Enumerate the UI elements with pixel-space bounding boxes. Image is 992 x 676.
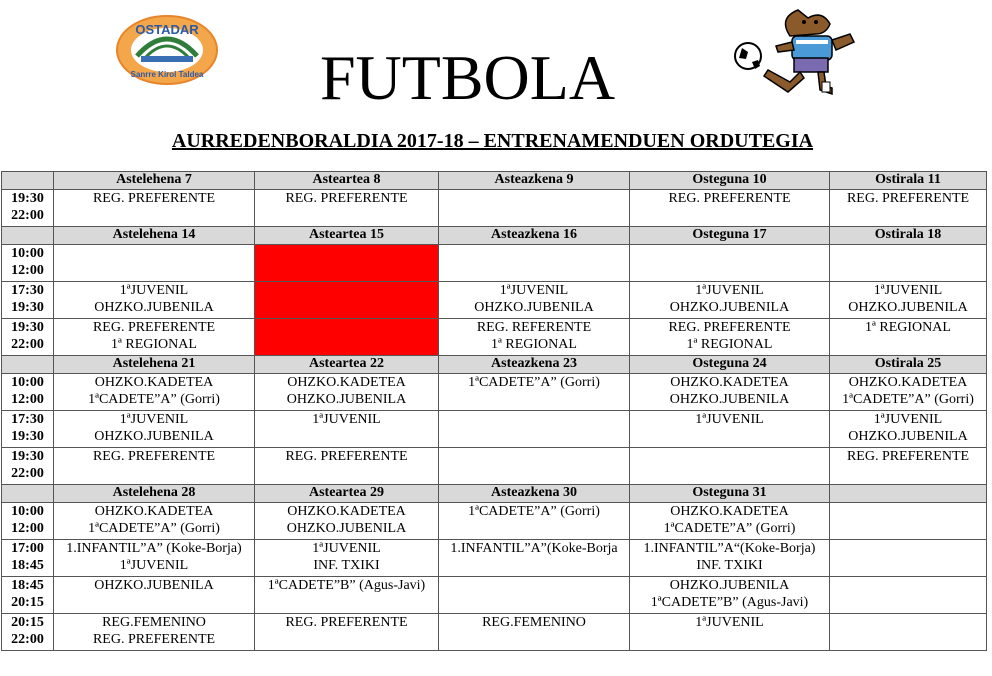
team-entry: OHZKO.KADETEA — [94, 504, 214, 519]
schedule-cell — [630, 282, 830, 319]
time-start: 17:30 — [11, 283, 44, 298]
team-entry: 1ªCADETE”B” (Agus-Javi) — [267, 578, 426, 593]
team-entry: 1ªJUVENIL — [119, 283, 189, 298]
day-header: Asteartea 15 — [255, 227, 439, 245]
table-row — [2, 540, 987, 577]
time-start: 19:30 — [11, 191, 44, 206]
schedule-cell — [830, 503, 987, 540]
svg-text:OSTADAR: OSTADAR — [135, 22, 199, 37]
team-entry: 1.INFANTIL”A“(Koke-Borja) — [643, 541, 816, 556]
schedule-cell — [830, 540, 987, 577]
team-entry: 1ªJUVENIL — [695, 412, 764, 427]
schedule-cell — [54, 245, 255, 282]
time-start: 19:30 — [11, 320, 44, 335]
day-header: Ostirala 25 — [830, 356, 987, 374]
time-slot-cell — [2, 319, 54, 356]
page-title: FUTBOLA — [319, 42, 616, 113]
day-header: Asteartea 8 — [255, 172, 439, 190]
time-end: 22:00 — [11, 466, 44, 481]
team-entry: OHZKO.JUBENILA — [848, 300, 968, 315]
team-entry: 1ªJUVENIL — [119, 412, 189, 427]
day-header: Astelehena 14 — [54, 227, 255, 245]
day-header: Osteguna 10 — [630, 172, 830, 190]
time-start: 20:15 — [11, 615, 44, 630]
table-row — [2, 374, 987, 411]
team-entry: OHZKO.KADETEA — [94, 375, 214, 390]
schedule-cell — [255, 190, 439, 227]
team-entry: OHZKO.KADETEA — [670, 375, 789, 390]
schedule-cell — [439, 190, 630, 227]
time-slot-cell — [2, 614, 54, 651]
time-end: 22:00 — [11, 337, 44, 352]
schedule-cell — [54, 503, 255, 540]
team-entry: 1.INFANTIL”A”(Koke-Borja — [450, 541, 618, 556]
team-entry: OHZKO.KADETEA — [848, 375, 968, 390]
team-entry: REG. PREFERENTE — [92, 449, 216, 464]
schedule-cell — [630, 614, 830, 651]
schedule-cell — [630, 411, 830, 448]
day-header: Asteazkena 9 — [439, 172, 630, 190]
schedule-cell — [830, 448, 987, 485]
team-entry: REG. PREFERENTE — [92, 320, 216, 335]
week-header-row — [2, 485, 987, 503]
team-entry: 1ªJUVENIL — [873, 283, 943, 298]
team-entry: OHZKO.JUBENILA — [94, 578, 214, 593]
table-row — [2, 503, 987, 540]
schedule-cell — [255, 540, 439, 577]
time-start: 18:45 — [11, 578, 44, 593]
time-end: 12:00 — [11, 263, 44, 278]
day-header — [830, 485, 987, 503]
schedule-cell — [830, 577, 987, 614]
header-corner-cell — [2, 227, 54, 245]
schedule-cell — [54, 282, 255, 319]
blocked-cell — [255, 319, 439, 356]
team-entry: REG. PREFERENTE — [285, 615, 408, 630]
schedule-cell — [255, 411, 439, 448]
team-entry: REG. REFERENTE — [476, 320, 592, 335]
schedule-cell — [54, 614, 255, 651]
schedule-cell — [439, 503, 630, 540]
week-header-row — [2, 356, 987, 374]
schedule-cell — [255, 614, 439, 651]
team-entry: OHZKO.JUBENILA — [848, 429, 968, 444]
day-header: Astelehena 28 — [54, 485, 255, 503]
schedule-cell — [439, 614, 630, 651]
team-entry: 1ªJUVENIL — [119, 558, 189, 573]
team-entry: 1ªCADETE”B” (Agus-Javi) — [650, 595, 809, 610]
schedule-cell — [54, 577, 255, 614]
table-row — [2, 448, 987, 485]
team-entry: REG. PREFERENTE — [846, 449, 970, 464]
week-header-row — [2, 227, 987, 245]
team-entry: 1ª REGIONAL — [686, 337, 773, 352]
schedule-cell — [439, 448, 630, 485]
time-end: 12:00 — [11, 392, 44, 407]
schedule-cell — [830, 411, 987, 448]
svg-text:Sanrre Kirol Taldea: Sanrre Kirol Taldea — [130, 70, 204, 79]
team-entry: REG. PREFERENTE — [285, 449, 408, 464]
schedule-cell — [255, 374, 439, 411]
schedule-cell — [255, 577, 439, 614]
day-header: Asteartea 22 — [255, 356, 439, 374]
time-end: 18:45 — [11, 558, 44, 573]
table-row — [2, 577, 987, 614]
day-header: Astelehena 21 — [54, 356, 255, 374]
time-end: 12:00 — [11, 521, 44, 536]
team-entry: OHZKO.JUBENILA — [286, 392, 407, 407]
team-entry: OHZKO.JUBENILA — [94, 429, 214, 444]
schedule-cell — [54, 190, 255, 227]
blocked-cell — [255, 245, 439, 282]
team-entry: REG. PREFERENTE — [846, 191, 970, 206]
time-slot-cell — [2, 374, 54, 411]
header-corner-cell — [2, 485, 54, 503]
schedule-cell — [830, 282, 987, 319]
table-row — [2, 614, 987, 651]
team-entry: 1ª REGIONAL — [491, 337, 577, 352]
schedule-cell — [54, 448, 255, 485]
header-corner-cell — [2, 356, 54, 374]
schedule-cell — [630, 319, 830, 356]
time-slot-cell — [2, 282, 54, 319]
table-row — [2, 282, 987, 319]
schedule-cell — [439, 245, 630, 282]
day-header: Osteguna 31 — [630, 485, 830, 503]
team-entry: 1ªCADETE”A” (Gorri) — [842, 392, 974, 407]
team-entry: 1ªCADETE”A” (Gorri) — [88, 392, 220, 407]
team-entry: 1ªJUVENIL — [873, 412, 943, 427]
team-entry: 1ªJUVENIL — [312, 412, 381, 427]
team-entry: OHZKO.JUBENILA — [669, 300, 790, 315]
time-slot-cell — [2, 503, 54, 540]
schedule-cell — [54, 540, 255, 577]
team-entry: 1ªCADETE”A” (Gorri) — [663, 521, 796, 536]
team-entry: OHZKO.KADETEA — [287, 375, 406, 390]
team-entry: REG. PREFERENTE — [92, 191, 216, 206]
schedule-cell — [54, 319, 255, 356]
team-entry: 1ª REGIONAL — [111, 337, 197, 352]
schedule-cell — [439, 577, 630, 614]
table-row — [2, 411, 987, 448]
blocked-cell — [255, 282, 439, 319]
team-entry: INF. TXIKI — [696, 558, 763, 573]
day-header: Ostirala 18 — [830, 227, 987, 245]
team-entry: REG. PREFERENTE — [92, 632, 216, 647]
time-slot-cell — [2, 577, 54, 614]
team-entry: REG.FEMENINO — [482, 615, 586, 630]
time-end: 22:00 — [11, 208, 44, 223]
week-header-row — [2, 172, 987, 190]
team-entry: 1ªJUVENIL — [312, 541, 381, 556]
training-schedule-table — [1, 171, 987, 651]
team-entry: OHZKO.JUBENILA — [94, 300, 214, 315]
time-end: 20:15 — [11, 595, 44, 610]
schedule-cell — [255, 503, 439, 540]
team-entry: 1ªJUVENIL — [695, 283, 764, 298]
team-entry: INF. TXIKI — [313, 558, 380, 573]
time-end: 19:30 — [11, 300, 44, 315]
schedule-cell — [830, 190, 987, 227]
time-slot-cell — [2, 245, 54, 282]
team-entry: OHZKO.KADETEA — [670, 504, 789, 519]
time-end: 22:00 — [11, 632, 44, 647]
day-header: Asteazkena 23 — [439, 356, 630, 374]
table-row — [2, 245, 987, 282]
schedule-cell — [630, 540, 830, 577]
team-entry: REG. PREFERENTE — [668, 191, 791, 206]
schedule-cell — [439, 540, 630, 577]
schedule-cell — [630, 245, 830, 282]
time-end: 19:30 — [11, 429, 44, 444]
table-row — [2, 319, 987, 356]
day-header: Asteazkena 30 — [439, 485, 630, 503]
time-start: 10:00 — [11, 504, 44, 519]
team-entry: REG.FEMENINO — [102, 615, 206, 630]
time-slot-cell — [2, 190, 54, 227]
team-entry: 1ªCADETE”A” (Gorri) — [88, 521, 220, 536]
team-entry: 1ªCADETE”A” (Gorri) — [468, 504, 600, 519]
schedule-subtitle: AURREDENBORALDIA 2017-18 – ENTRENAMENDUEN ORDUTEGIA — [171, 130, 814, 152]
team-entry: OHZKO.JUBENILA — [286, 521, 407, 536]
schedule-cell — [630, 448, 830, 485]
day-header: Astelehena 7 — [54, 172, 255, 190]
table-row — [2, 190, 987, 227]
schedule-cell — [439, 411, 630, 448]
schedule-cell — [830, 374, 987, 411]
time-start: 10:00 — [11, 375, 44, 390]
schedule-cell — [630, 577, 830, 614]
schedule-cell — [830, 245, 987, 282]
team-entry: OHZKO.JUBENILA — [474, 300, 594, 315]
team-entry: OHZKO.KADETEA — [287, 504, 406, 519]
team-entry: OHZKO.JUBENILA — [669, 578, 790, 593]
schedule-cell — [830, 614, 987, 651]
schedule-cell — [439, 282, 630, 319]
schedule-cell — [630, 374, 830, 411]
schedule-cell — [630, 190, 830, 227]
time-slot-cell — [2, 448, 54, 485]
time-slot-cell — [2, 411, 54, 448]
team-entry: 1ª REGIONAL — [865, 320, 951, 335]
team-entry: REG. PREFERENTE — [668, 320, 791, 335]
time-slot-cell — [2, 540, 54, 577]
team-entry: REG. PREFERENTE — [285, 191, 408, 206]
day-header: Asteazkena 16 — [439, 227, 630, 245]
time-start: 17:30 — [11, 412, 44, 427]
day-header: Osteguna 17 — [630, 227, 830, 245]
team-entry: 1ªJUVENIL — [499, 283, 569, 298]
schedule-cell — [255, 448, 439, 485]
team-entry: OHZKO.JUBENILA — [669, 392, 790, 407]
team-entry: 1.INFANTIL”A” (Koke-Borja) — [66, 541, 242, 556]
time-start: 17:00 — [11, 541, 44, 556]
team-entry: 1ªJUVENIL — [695, 615, 764, 630]
time-start: 10:00 — [11, 246, 44, 261]
day-header: Ostirala 11 — [830, 172, 987, 190]
time-start: 19:30 — [11, 449, 44, 464]
schedule-cell — [830, 319, 987, 356]
header-corner-cell — [2, 172, 54, 190]
schedule-cell — [630, 503, 830, 540]
schedule-cell — [439, 374, 630, 411]
schedule-cell — [439, 319, 630, 356]
schedule-cell — [54, 374, 255, 411]
schedule-cell — [54, 411, 255, 448]
team-entry: 1ªCADETE”A” (Gorri) — [468, 375, 600, 390]
day-header: Osteguna 24 — [630, 356, 830, 374]
day-header: Asteartea 29 — [255, 485, 439, 503]
